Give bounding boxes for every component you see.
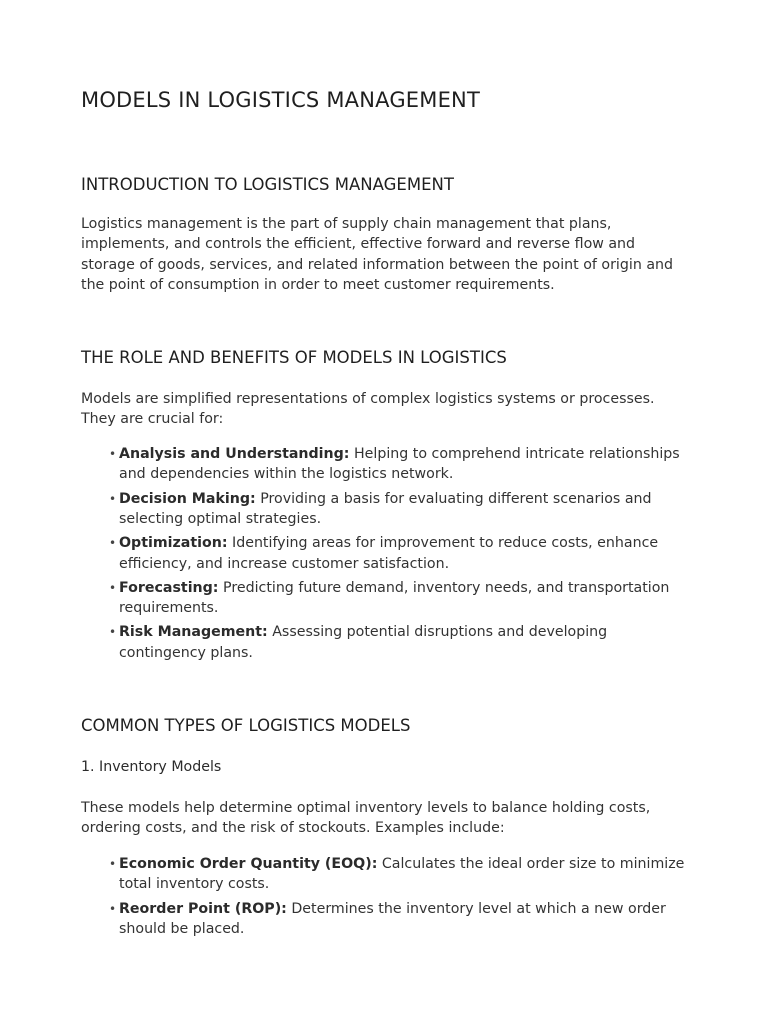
bullet-icon: • xyxy=(109,580,117,595)
list-item-term: Economic Order Quantity (EOQ): xyxy=(119,856,378,872)
list-item-text: Predicting future demand, inventory needs, and transportation requirements. xyxy=(119,579,670,617)
list-item-text: Helping to comprehend intricate relationships and dependencies within the logistics network. xyxy=(119,446,680,483)
list-item xyxy=(81,899,691,940)
list-item xyxy=(81,444,691,485)
list-item-text: Assessing potential disruptions and developing contingency plans. xyxy=(119,624,608,661)
role-paragraph: Models are simplified representations of complex logistics systems or processes. They are crucial for: xyxy=(81,391,655,428)
list-item-text: Identifying areas for improvement to reduce costs, enhance efficiency, and increase customer satisfaction. xyxy=(119,535,659,572)
list-item-text: Determines the inventory level at which a new order should be placed. xyxy=(119,900,666,938)
bullet-icon: • xyxy=(109,901,117,916)
inventory-models-list xyxy=(81,854,691,943)
list-item xyxy=(81,533,691,574)
list-item-term: Decision Making: xyxy=(119,490,256,507)
inventory-models-paragraph: These models help determine optimal inventory levels to balance holding costs, ordering costs, and the risk of stockouts. Examples include: xyxy=(81,800,651,837)
list-item xyxy=(81,854,691,895)
list-item-term: Optimization: xyxy=(119,535,228,552)
list-item-text: Providing a basis for evaluating different scenarios and selecting optimal strategies. xyxy=(119,490,652,528)
list-item-text: Calculates the ideal order size to minimize total inventory costs. xyxy=(119,856,685,893)
intro-paragraph: Logistics management is the part of supply chain management that plans, implements, and controls the efficient, effective forward and reverse flow and storage of goods, services, and related information between the point of origin and the point of consumption in order to meet customer requirements. xyxy=(81,216,674,294)
list-item xyxy=(81,578,691,619)
bullet-icon: • xyxy=(109,491,117,506)
role-benefits-list xyxy=(81,444,691,667)
list-item-term: Reorder Point (ROP): xyxy=(119,900,287,917)
inventory-models-subheading: 1. Inventory Models xyxy=(81,759,222,775)
list-item-term: Risk Management: xyxy=(119,624,268,641)
list-item xyxy=(81,622,691,663)
bullet-icon: • xyxy=(109,625,117,640)
role-heading: THE ROLE AND BENEFITS OF MODELS IN LOGISTICS xyxy=(81,348,507,367)
bullet-icon: • xyxy=(109,857,117,871)
bullet-icon: • xyxy=(109,536,117,551)
document-title: MODELS IN LOGISTICS MANAGEMENT xyxy=(81,88,480,112)
list-item-term: Analysis and Understanding: xyxy=(119,446,350,462)
intro-heading: INTRODUCTION TO LOGISTICS MANAGEMENT xyxy=(81,175,454,194)
list-item-term: Forecasting: xyxy=(119,579,219,596)
bullet-icon: • xyxy=(109,447,117,461)
list-item xyxy=(81,489,691,530)
types-heading: COMMON TYPES OF LOGISTICS MODELS xyxy=(81,716,411,735)
